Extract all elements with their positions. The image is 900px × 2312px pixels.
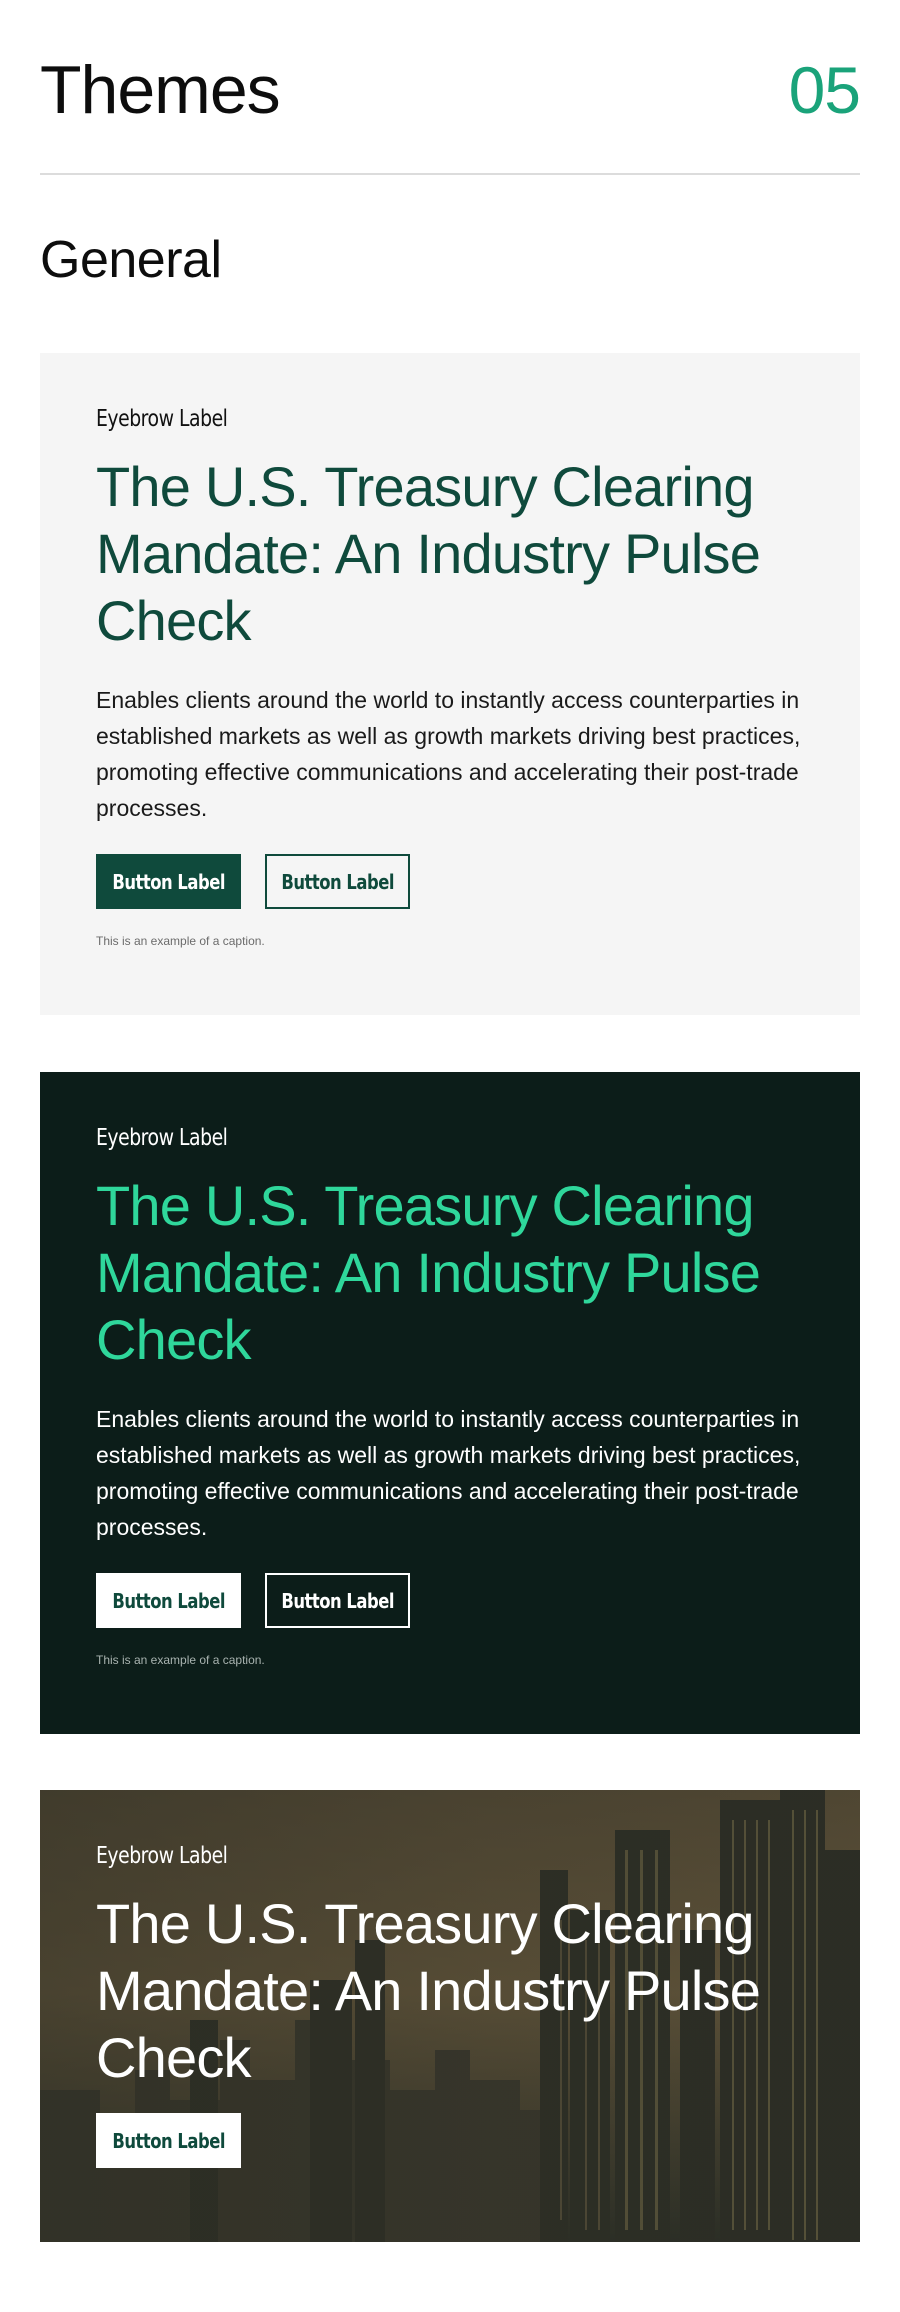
theme-card-image (40, 1790, 860, 2242)
card-body: Enables clients around the world to instantly access counterparties in established markets as well as growth markets driving best practices, promoting effective communications and accelerating their post-trade processes. (96, 687, 801, 821)
eyebrow-label: Eyebrow Label (96, 1125, 228, 1151)
button-group (96, 1573, 816, 1628)
theme-card-light (40, 353, 860, 1015)
primary-button-label: Button Label (112, 1588, 225, 1613)
page-header (40, 50, 860, 130)
primary-button-label: Button Label (112, 2128, 225, 2153)
section-number: 05 (788, 53, 860, 127)
primary-button[interactable] (96, 1573, 241, 1628)
eyebrow-label: Eyebrow Label (96, 1843, 228, 1869)
primary-button-label: Button Label (112, 869, 225, 894)
card-content (96, 1842, 816, 2168)
button-group (96, 854, 816, 909)
section-title: General (40, 231, 222, 289)
card-caption: This is an example of a caption. (96, 934, 265, 948)
page-title: Themes (40, 52, 280, 128)
eyebrow-label: Eyebrow Label (96, 406, 228, 432)
secondary-button-label: Button Label (281, 1588, 394, 1613)
button-group (96, 2113, 816, 2168)
card-content (96, 405, 816, 949)
card-body: Enables clients around the world to instantly access counterparties in established markets as well as growth markets driving best practices, promoting effective communications and accelerating their post-trade processes. (96, 1406, 801, 1540)
card-headline: The U.S. Treasury Clearing Mandate: An Industry Pulse Check (96, 455, 761, 652)
primary-button[interactable] (96, 854, 241, 909)
card-headline: The U.S. Treasury Clearing Mandate: An Industry Pulse Check (96, 1892, 761, 2089)
secondary-button[interactable] (265, 854, 410, 909)
card-headline: The U.S. Treasury Clearing Mandate: An Industry Pulse Check (96, 1174, 761, 1371)
theme-card-dark (40, 1072, 860, 1734)
header-divider (40, 173, 860, 175)
card-content (96, 1124, 816, 1668)
secondary-button-label: Button Label (281, 869, 394, 894)
primary-button[interactable] (96, 2113, 241, 2168)
secondary-button[interactable] (265, 1573, 410, 1628)
card-caption: This is an example of a caption. (96, 1653, 265, 1667)
